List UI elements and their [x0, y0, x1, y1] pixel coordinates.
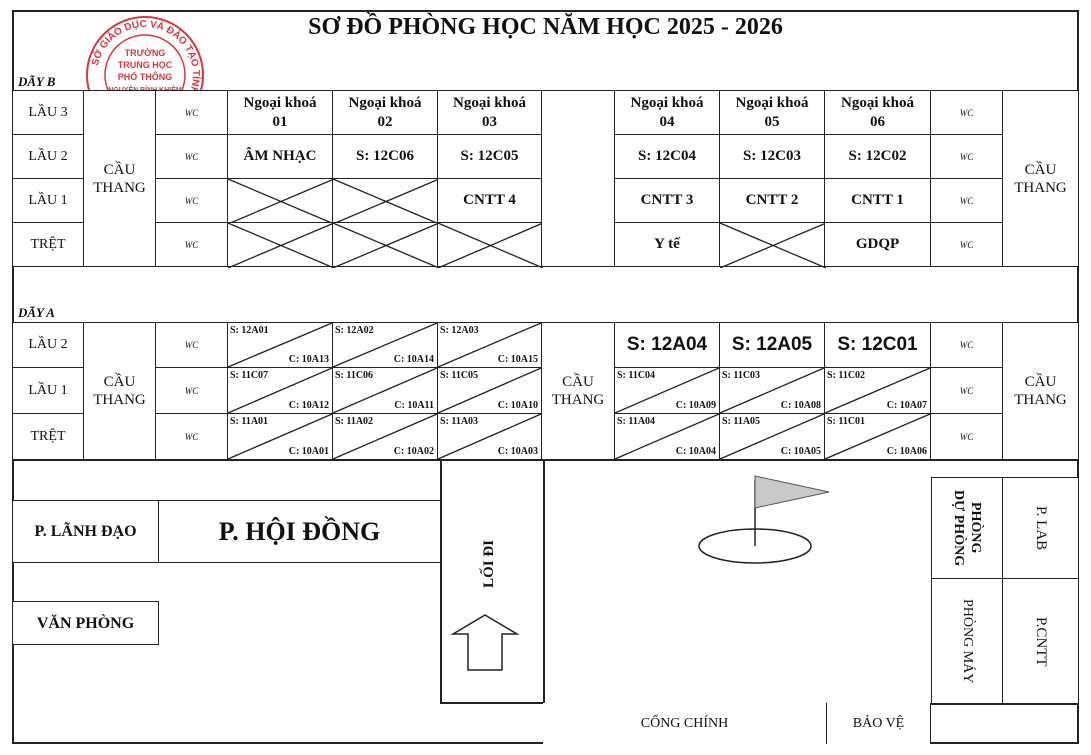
svg-text:TRƯỜNG: TRƯỜNG	[124, 48, 166, 58]
room-lanh-dao: P. LÃNH ĐẠO	[12, 500, 159, 563]
day-a-room-split	[332, 367, 438, 414]
day-b-wc-left-tret: WC	[155, 222, 228, 267]
afternoon-class: C: 10A01	[288, 446, 329, 457]
day-b-corridor	[541, 90, 615, 267]
main-gate: CỔNG CHÍNH	[543, 703, 827, 744]
morning-class: S: 11C02	[827, 370, 866, 381]
day-a-wc-right-lau2: WC	[930, 322, 1003, 368]
day-a-label: DÃY A	[18, 305, 55, 320]
day-a-wc-left-lau1: WC	[155, 367, 228, 414]
morning-class: S: 12A02	[335, 325, 374, 336]
day-a-room-split	[437, 367, 542, 414]
morning-class: S: 11C07	[230, 370, 269, 381]
day-a-room-split	[719, 367, 825, 414]
day-b-room: Ngoại khoá 01	[227, 90, 333, 135]
day-a-wc-left-lau2: WC	[155, 322, 228, 368]
day-b-stair-right: CẦU THANG	[1002, 90, 1079, 267]
room-phong-may: PHÒNG MÁY	[931, 578, 1003, 705]
morning-class: S: 11C03	[722, 370, 761, 381]
day-b-room: S: 12C02	[824, 134, 931, 179]
afternoon-class: C: 10A07	[886, 400, 927, 411]
day-b-room: S: 12C04	[614, 134, 720, 179]
day-a-room-split	[437, 322, 542, 368]
day-a-stair-right: CẦU THANG	[1002, 322, 1079, 460]
room-hoi-dong: P. HỘI ĐỒNG	[158, 500, 441, 563]
day-b-wc-right-tret: WC	[930, 222, 1003, 267]
day-b-floor-lau1: LẦU 1	[12, 178, 84, 223]
day-b-room: S: 12C03	[719, 134, 825, 179]
day-b-room: GDQP	[824, 222, 931, 267]
afternoon-class: C: 10A03	[497, 446, 538, 457]
svg-text:PHỔ THÔNG: PHỔ THÔNG	[117, 72, 173, 82]
day-b-room: Ngoại khoá 04	[614, 90, 720, 135]
day-a-room-split	[332, 322, 438, 368]
afternoon-class: C: 10A04	[675, 446, 716, 457]
afternoon-class: C: 10A05	[780, 446, 821, 457]
afternoon-class: C: 10A09	[675, 400, 716, 411]
day-b-room-empty	[227, 178, 333, 223]
page-title: SƠ ĐỒ PHÒNG HỌC NĂM HỌC 2025 - 2026	[308, 14, 783, 40]
day-b-room: Ngoại khoá 03	[437, 90, 542, 135]
day-b-stair-left: CẦU THANG	[83, 90, 156, 267]
morning-class: S: 11A05	[722, 416, 761, 427]
day-b-room-empty	[332, 222, 438, 267]
day-a-room-split	[614, 413, 720, 460]
day-a-room-split	[227, 322, 333, 368]
afternoon-class: C: 10A13	[288, 354, 329, 365]
corridor-bottom-wall	[440, 702, 544, 704]
day-a-room-split	[719, 413, 825, 460]
day-b-floor-lau3: LẦU 3	[12, 90, 84, 135]
day-a-room-split	[824, 413, 931, 460]
day-a-wc-right-lau1: WC	[930, 367, 1003, 414]
day-a-stair-mid: CẦU THANG	[541, 322, 615, 460]
day-a-room-split	[227, 367, 333, 414]
day-b-room: Ngoại khoá 02	[332, 90, 438, 135]
afternoon-class: C: 10A06	[886, 446, 927, 457]
day-b-wc-right-lau3: WC	[930, 90, 1003, 135]
day-b-room-empty	[332, 178, 438, 223]
afternoon-class: C: 10A08	[780, 400, 821, 411]
morning-class: S: 11A02	[335, 416, 374, 427]
afternoon-class: C: 10A14	[393, 354, 434, 365]
corridor-left-wall	[440, 459, 442, 704]
day-b-room: S: 12C06	[332, 134, 438, 179]
day-b-floor-lau2: LẦU 2	[12, 134, 84, 179]
day-b-wc-right-lau2: WC	[930, 134, 1003, 179]
divider-line	[12, 459, 1079, 461]
afternoon-class: C: 10A11	[394, 400, 434, 411]
day-b-room: CNTT 1	[824, 178, 931, 223]
day-a-room-split	[437, 413, 542, 460]
day-b-room-empty	[227, 222, 333, 267]
morning-class: S: 11C01	[827, 416, 866, 427]
day-b-room: CNTT 3	[614, 178, 720, 223]
day-a-room-12c01: S: 12C01	[824, 322, 931, 368]
morning-class: S: 11A01	[230, 416, 269, 427]
day-a-room-12a04: S: 12A04	[614, 322, 720, 368]
morning-class: S: 12A03	[440, 325, 479, 336]
afternoon-class: C: 10A10	[497, 400, 538, 411]
day-b-room: Y tế	[614, 222, 720, 267]
day-b-room: Ngoại khoá 05	[719, 90, 825, 135]
day-a-floor-lau1: LẦU 1	[12, 367, 84, 414]
day-b-room: S: 12C05	[437, 134, 542, 179]
room-cntt: P.CNTT	[1002, 578, 1079, 705]
day-b-room-empty	[719, 222, 825, 267]
day-a-floor-lau2: LẦU 2	[12, 322, 84, 368]
day-a-room-split	[824, 367, 931, 414]
day-b-room: CNTT 2	[719, 178, 825, 223]
day-a-room-12a05: S: 12A05	[719, 322, 825, 368]
flag-icon	[695, 470, 840, 570]
afternoon-class: C: 10A02	[393, 446, 434, 457]
day-b-room: Ngoại khoá 06	[824, 90, 931, 135]
morning-class: S: 11A04	[617, 416, 656, 427]
day-a-room-split	[614, 367, 720, 414]
day-a-wc-right-tret: WC	[930, 413, 1003, 460]
svg-text:TRUNG HỌC: TRUNG HỌC	[117, 60, 173, 70]
room-lab: P. LAB	[1002, 477, 1079, 579]
day-b-wc-left-lau3: WC	[155, 90, 228, 135]
morning-class: S: 11A03	[440, 416, 479, 427]
svg-text:SỞ GIÁO DỤC VÀ ĐÀO TẠO TỈNH ĐỒ: SỞ GIÁO DỤC VÀ ĐÀO TẠO TỈN	[89, 18, 202, 88]
morning-class: S: 11C04	[617, 370, 656, 381]
up-arrow-icon	[450, 612, 520, 674]
day-b-wc-left-lau1: WC	[155, 178, 228, 223]
day-b-label: DÃY B	[18, 74, 56, 89]
morning-class: S: 11C06	[335, 370, 374, 381]
room-van-phong: VĂN PHÒNG	[12, 601, 159, 645]
guard-room: BẢO VỆ	[826, 703, 931, 744]
afternoon-class: C: 10A15	[497, 354, 538, 365]
day-b-floor-tret: TRỆT	[12, 222, 84, 267]
afternoon-class: C: 10A12	[288, 400, 329, 411]
day-a-room-split	[332, 413, 438, 460]
day-b-wc-right-lau1: WC	[930, 178, 1003, 223]
day-b-room: CNTT 4	[437, 178, 542, 223]
day-a-wc-left-tret: WC	[155, 413, 228, 460]
day-b-wc-left-lau2: WC	[155, 134, 228, 179]
morning-class: S: 11C05	[440, 370, 479, 381]
room-du-phong: PHÒNG DỰ PHÒNG	[931, 477, 1003, 579]
day-b-room: ÂM NHẠC	[227, 134, 333, 179]
walkway-label: LỐI ĐI	[481, 540, 497, 588]
day-a-stair-left: CẦU THANG	[83, 322, 156, 460]
day-b-room-empty	[437, 222, 542, 267]
morning-class: S: 12A01	[230, 325, 269, 336]
day-a-room-split	[227, 413, 333, 460]
day-a-floor-tret: TRỆT	[12, 413, 84, 460]
